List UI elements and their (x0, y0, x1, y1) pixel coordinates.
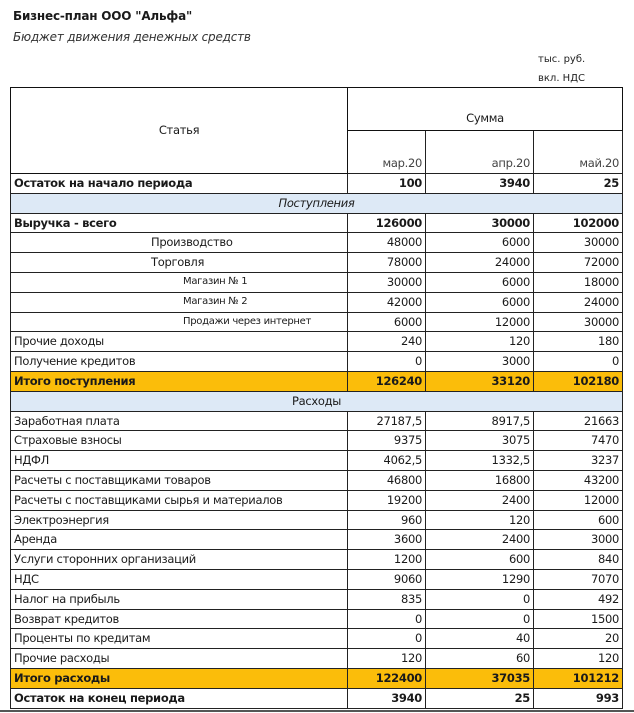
value-cell: 3075 (426, 431, 534, 451)
value-cell: 6000 (426, 292, 534, 312)
value-cell: 12000 (426, 312, 534, 332)
value-cell: 120 (426, 332, 534, 352)
row-label: Выручка - всего (11, 213, 348, 233)
row-label: Возврат кредитов (11, 609, 348, 629)
value-cell: 3600 (348, 530, 426, 550)
month-header: апр.20 (426, 131, 534, 174)
table-row (11, 470, 623, 490)
table-row (11, 233, 623, 253)
row-label: Аренда (11, 530, 348, 550)
table-row (11, 629, 623, 649)
row-label: Итого поступления (11, 371, 348, 391)
table-row (11, 668, 623, 688)
value-cell: 6000 (348, 312, 426, 332)
value-cell: 102180 (534, 371, 623, 391)
value-cell: 7470 (534, 431, 623, 451)
table-row (11, 431, 623, 451)
value-cell: 120 (348, 649, 426, 669)
value-cell: 3000 (426, 352, 534, 372)
document-title: Бизнес-план ООО "Альфа" (13, 9, 193, 23)
value-cell: 18000 (534, 272, 623, 292)
row-label: Электроэнергия (11, 510, 348, 530)
value-cell: 492 (534, 589, 623, 609)
column-header-article: Статья (11, 88, 348, 174)
section-header: Поступления (11, 193, 623, 213)
value-cell: 30000 (348, 272, 426, 292)
table-row (11, 332, 623, 352)
value-cell: 240 (348, 332, 426, 352)
value-cell: 9375 (348, 431, 426, 451)
value-cell: 840 (534, 550, 623, 570)
value-cell: 25 (534, 174, 623, 194)
row-label: НДС (11, 569, 348, 589)
table-row (11, 530, 623, 550)
value-cell: 0 (348, 352, 426, 372)
table-row (11, 451, 623, 471)
value-cell: 993 (534, 688, 623, 708)
row-label: Магазин № 2 (11, 292, 348, 312)
value-cell: 37035 (426, 668, 534, 688)
value-cell: 27187,5 (348, 411, 426, 431)
value-cell: 1332,5 (426, 451, 534, 471)
table-row (11, 213, 623, 233)
table-row (11, 193, 623, 213)
table-row (11, 174, 623, 194)
value-cell: 6000 (426, 272, 534, 292)
row-label: Магазин № 1 (11, 272, 348, 292)
row-label: Остаток на конец периода (11, 688, 348, 708)
value-cell: 0 (426, 589, 534, 609)
table-row (11, 569, 623, 589)
value-cell: 0 (348, 609, 426, 629)
value-cell: 3000 (534, 530, 623, 550)
value-cell: 122400 (348, 668, 426, 688)
column-header-sum: Сумма (348, 88, 623, 131)
row-label: Прочие расходы (11, 649, 348, 669)
row-label: Производство (11, 233, 348, 253)
table-row (11, 411, 623, 431)
value-cell: 42000 (348, 292, 426, 312)
value-cell: 24000 (426, 253, 534, 273)
value-cell: 30000 (534, 312, 623, 332)
value-cell: 33120 (426, 371, 534, 391)
row-label: Получение кредитов (11, 352, 348, 372)
value-cell: 126000 (348, 213, 426, 233)
value-cell: 7070 (534, 569, 623, 589)
value-cell: 2400 (426, 490, 534, 510)
row-label: Прочие доходы (11, 332, 348, 352)
value-cell: 120 (534, 649, 623, 669)
value-cell: 3940 (426, 174, 534, 194)
value-cell: 78000 (348, 253, 426, 273)
row-label: НДФЛ (11, 451, 348, 471)
row-label: Остаток на начало периода (11, 174, 348, 194)
divider (0, 710, 634, 712)
value-cell: 126240 (348, 371, 426, 391)
row-label: Налог на прибыль (11, 589, 348, 609)
month-header: май.20 (534, 131, 623, 174)
value-cell: 600 (534, 510, 623, 530)
table-row (11, 688, 623, 708)
row-label: Расчеты с поставщиками сырья и материалов (11, 490, 348, 510)
value-cell: 46800 (348, 470, 426, 490)
table-row (11, 371, 623, 391)
value-cell: 40 (426, 629, 534, 649)
value-cell: 6000 (426, 233, 534, 253)
table-row (11, 589, 623, 609)
value-cell: 102000 (534, 213, 623, 233)
table-row (11, 312, 623, 332)
row-label: Заработная плата (11, 411, 348, 431)
row-label: Продажи через интернет (11, 312, 348, 332)
value-cell: 180 (534, 332, 623, 352)
table-row (11, 352, 623, 372)
value-cell: 0 (534, 352, 623, 372)
value-cell: 0 (426, 609, 534, 629)
table-row (11, 649, 623, 669)
cash-flow-table (10, 87, 623, 709)
value-cell: 120 (426, 510, 534, 530)
table-row (11, 550, 623, 570)
unit-label: тыс. руб. (538, 54, 586, 65)
value-cell: 0 (348, 629, 426, 649)
value-cell: 30000 (426, 213, 534, 233)
table-row (11, 292, 623, 312)
value-cell: 60 (426, 649, 534, 669)
table-row (11, 391, 623, 411)
value-cell: 835 (348, 589, 426, 609)
section-header: Расходы (11, 391, 623, 411)
table-row (11, 609, 623, 629)
vat-label: вкл. НДС (538, 73, 585, 84)
table-row (11, 490, 623, 510)
value-cell: 24000 (534, 292, 623, 312)
value-cell: 4062,5 (348, 451, 426, 471)
document-subtitle: Бюджет движения денежных средств (13, 30, 251, 44)
value-cell: 1290 (426, 569, 534, 589)
table-row (11, 510, 623, 530)
value-cell: 20 (534, 629, 623, 649)
row-label: Проценты по кредитам (11, 629, 348, 649)
value-cell: 8917,5 (426, 411, 534, 431)
value-cell: 21663 (534, 411, 623, 431)
value-cell: 1200 (348, 550, 426, 570)
value-cell: 3237 (534, 451, 623, 471)
value-cell: 16800 (426, 470, 534, 490)
header-row (11, 88, 623, 131)
value-cell: 600 (426, 550, 534, 570)
value-cell: 72000 (534, 253, 623, 273)
table-row (11, 272, 623, 292)
value-cell: 30000 (534, 233, 623, 253)
value-cell: 100 (348, 174, 426, 194)
row-label: Услуги сторонних организаций (11, 550, 348, 570)
value-cell: 960 (348, 510, 426, 530)
row-label: Расчеты с поставщиками товаров (11, 470, 348, 490)
value-cell: 101212 (534, 668, 623, 688)
value-cell: 25 (426, 688, 534, 708)
value-cell: 48000 (348, 233, 426, 253)
value-cell: 1500 (534, 609, 623, 629)
table-row (11, 253, 623, 273)
value-cell: 3940 (348, 688, 426, 708)
value-cell: 43200 (534, 470, 623, 490)
value-cell: 2400 (426, 530, 534, 550)
row-label: Торговля (11, 253, 348, 273)
month-header: мар.20 (348, 131, 426, 174)
value-cell: 12000 (534, 490, 623, 510)
value-cell: 9060 (348, 569, 426, 589)
row-label: Итого расходы (11, 668, 348, 688)
value-cell: 19200 (348, 490, 426, 510)
row-label: Страховые взносы (11, 431, 348, 451)
